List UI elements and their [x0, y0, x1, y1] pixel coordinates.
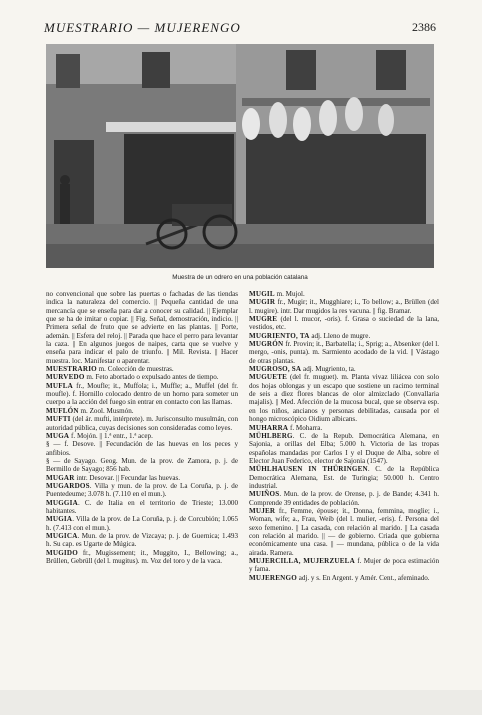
entry-definition: . C. de la República Democrática Alemana, Est. de Turingia; 50.000 h. Centro industrial. [249, 465, 439, 490]
entry-definition: (del l. mucor, -oris). f. Grasa o suciedad de la lana, vestidos, etc. [249, 315, 439, 332]
entry-headword: MÜHLHAUSEN IN THÜRINGEN [249, 465, 368, 474]
entry-headword: MUJER [249, 506, 276, 515]
dictionary-entry [46, 532, 238, 549]
running-title: MUESTRARIO — MUJERENGO [44, 20, 241, 35]
entry-headword: MUJERCILLA, MUJERZUELA [249, 557, 355, 565]
entry-definition: . C. de Italia en el territorio de Trieste; 13.000 habitantes. [46, 498, 238, 515]
entry-headword: MUESTRARIO [46, 365, 97, 374]
entry-headword: MUGARDOS [46, 481, 90, 490]
entry-definition: . Mun. de la prov. de Vizcaya; p. j. de Guernica; 1.493 h. Su cap. es Ugarte de Múgica. [46, 531, 238, 549]
entry-headword: MUGUETE [249, 373, 288, 382]
entry-definition: fr., Femme, épouse; it., Donna, femmina, moglie; i., Woman, wife; a., Frau, Weib (del l. mulier, -eris). f. Persona del sexo femenino. || La casada, con relación al marido. || La casada con relación al marido. || — de gobierno. Criada que gobierna económicamente una casa. || — mundana, pública o de la vida airada. Ramera. [249, 506, 439, 557]
dictionary-entry [46, 482, 238, 499]
entry-headword: MUGIDO [46, 548, 78, 557]
entry-headword: MUGIA [46, 515, 73, 524]
dictionary-entry [46, 365, 238, 373]
entry-definition: fr., Mugissement; it., Muggito, I., Bellowing; a., Brüllen, Gebrüll (del l. mugitus). m. Voz del toro y de la vaca. [46, 548, 238, 565]
entry-headword: MUFLA [46, 381, 74, 390]
dictionary-entry [46, 373, 238, 381]
entry-headword: MUGRÓN [249, 340, 284, 349]
entry-headword: MUGGIA [46, 498, 78, 507]
entry-definition: m. Mujol. [274, 290, 305, 298]
dictionary-entry [249, 290, 439, 298]
footer-strip [0, 690, 482, 715]
dictionary-entry [249, 424, 439, 432]
entry-headword: MURVEDO [46, 373, 85, 382]
entry-headword: MUGRIENTO, TA [249, 331, 310, 340]
dictionary-entry [249, 298, 439, 315]
street-photo [46, 44, 434, 268]
entry-definition: no convencional que sobre las puertas o fachadas de las tiendas indica la naturaleza del comercio. || Pequeña cantidad de una mercancía que se enseña para dar a conocer su calidad. || Ejemplar que se ha de imitar o copiar. || Fig. Señal, demostración, indicio. || Primera señal de fruto que se advierte en las plantas. || Porte, ademán. || Esfera del reloj. || Parada que hace el perro para levantar la caza. || En algunos juegos de naipes, carta que se vuelve y enseña para indicar el palo de triunfo. || Mil. Revista. || Hacer muestra. loc. Manifestar o aparentar. [46, 290, 238, 365]
dictionary-entry [249, 315, 439, 332]
entry-headword: MUGIL [249, 290, 275, 298]
entry-definition: f. Mujer de poca estimación y fama. [249, 557, 440, 574]
right-column [249, 290, 439, 582]
dictionary-entry [249, 373, 439, 423]
entry-definition: fr., Moufle; it., Muffola; i., Muffle; a., Muffel (del fr. moufle). f. Hornillo colocado dentro de un horno para someter un cuerpo a la acción del fuego sin entrar en contacto con las llamas. [46, 381, 238, 407]
left-column [46, 290, 238, 565]
entry-headword: MUGICA [46, 531, 78, 540]
dictionary-entry [249, 432, 439, 465]
dictionary-entry [46, 549, 238, 566]
entry-definition: . C. de la Repub. Democrática Alemana, en Sajonia, a orillas del Elba; 5.000 h. Victoria de las tropas españolas mandadas por Carlos I y el Duque de Alba, sobre el Elector Juan Federico, elector de Sajonia (1547). [249, 431, 439, 465]
dictionary-entry [249, 507, 439, 557]
entry-definition: § — de Sayago. Geog. Mun. de la prov. de Zamora, p. j. de Bermillo de Sayago; 856 hab. [46, 456, 238, 474]
dictionary-entry [249, 332, 439, 340]
dictionary-entry [46, 474, 238, 482]
entry-definition: adj. Mugriento, ta. [301, 365, 356, 374]
entry-definition: (del ár. mufti, intérprete). m. Jurisconsulto musulmán, con autoridad pública, cuyas decisiones son consideradas como leyes. [46, 415, 238, 432]
photo-caption: Muestra de un odrero en una población catalana [172, 274, 308, 281]
entry-headword: MUJERENGO [249, 573, 297, 582]
dictionary-entry [249, 574, 439, 582]
photo-illustration [46, 44, 434, 268]
dictionary-entry [46, 440, 238, 457]
entry-headword: MUGIR [249, 298, 276, 307]
dictionary-entry [46, 415, 238, 432]
dictionary-entry [46, 382, 238, 407]
entry-definition: (del fr. muguet). m. Planta vivaz liliácea con solo dos hojas oblongas y un escapo que sostiene un racimo terminal de seis a diez flores blancas de olor almizclado (Convallaria majalis). || Med. Afección de la mucosa bucal, que se observa esp. en los niños, ancianos y personas debilitadas, causada por el hongo microscópico Oidium albicans. [249, 373, 439, 424]
entry-definition: fr., Mugir; it., Mugghiare; i., To bellow; a., Brüllen (del l. mugire). intr. Dar mugidos la res vacuna. || fig. Bramar. [249, 298, 439, 315]
entry-definition: . Villa y mun. de la prov. de La Coruña, p. j. de Puentedeume; 3.078 h. (7.110 en el mun.). [46, 481, 238, 499]
running-header [44, 20, 436, 36]
entry-definition: m. Feto abortado o expulsado antes de tiempo. [84, 373, 219, 382]
entry-headword: MUHARRA [249, 423, 289, 432]
dictionary-entry [46, 407, 238, 415]
entry-definition: f. Moharra. [288, 423, 323, 432]
dictionary-entry [46, 499, 238, 516]
page-number: 2386 [412, 20, 436, 34]
entry-definition: . Villa de la prov. de La Coruña, p. j. de Corcubión; 1.065 h. (7.413 con el mun.). [46, 515, 238, 532]
dictionary-entry [46, 432, 238, 440]
entry-headword: MUFLÓN [46, 406, 79, 415]
entry-definition: § — f. Desove. || Fecundación de las huevas en los peces y anfibios. [46, 440, 238, 457]
dictionary-entry [249, 340, 439, 365]
entry-headword: MUGA [46, 431, 70, 440]
entry-headword: MUGAR [46, 473, 75, 482]
dictionary-entry [46, 457, 238, 474]
entry-headword: MUIÑOS [249, 490, 280, 499]
entry-headword: MÜHLBERG [249, 431, 293, 440]
entry-headword: MUGROSO, SA [249, 365, 302, 374]
entry-headword: MUFTI [46, 415, 71, 424]
entry-definition: adj. y s. En Argent. y Amér. Cent., afeminado. [296, 573, 430, 582]
dictionary-entry [46, 515, 238, 532]
entry-definition: m. Zool. Musmón. [78, 406, 134, 415]
entry-definition: intr. Desovar. || Fecundar las huevas. [74, 473, 181, 482]
entry-headword: MUGRE [249, 315, 278, 324]
entry-definition: adj. Lleno de mugre. [309, 331, 371, 340]
dictionary-entry [46, 290, 238, 365]
entry-definition: fr. Provin; it., Barbatella; i., Sprig; a., Absenker (del l. mergo, -onis, punta). m. Sarmiento acodado de la vid. || Vástago de otras plantas. [249, 340, 439, 365]
dictionary-entry [249, 465, 439, 490]
dictionary-entry [249, 490, 439, 507]
entry-definition: f. Mojón. || 1.ª entr., 1.ª acep. [69, 431, 153, 440]
dictionary-entry [249, 557, 439, 574]
entry-definition: . Mun. de la prov. de Orense, p. j. de Bande; 4.341 h. Comprende 39 entidades de población. [249, 490, 439, 507]
entry-definition: m. Colección de muestras. [96, 365, 174, 374]
dictionary-entry [249, 365, 439, 373]
